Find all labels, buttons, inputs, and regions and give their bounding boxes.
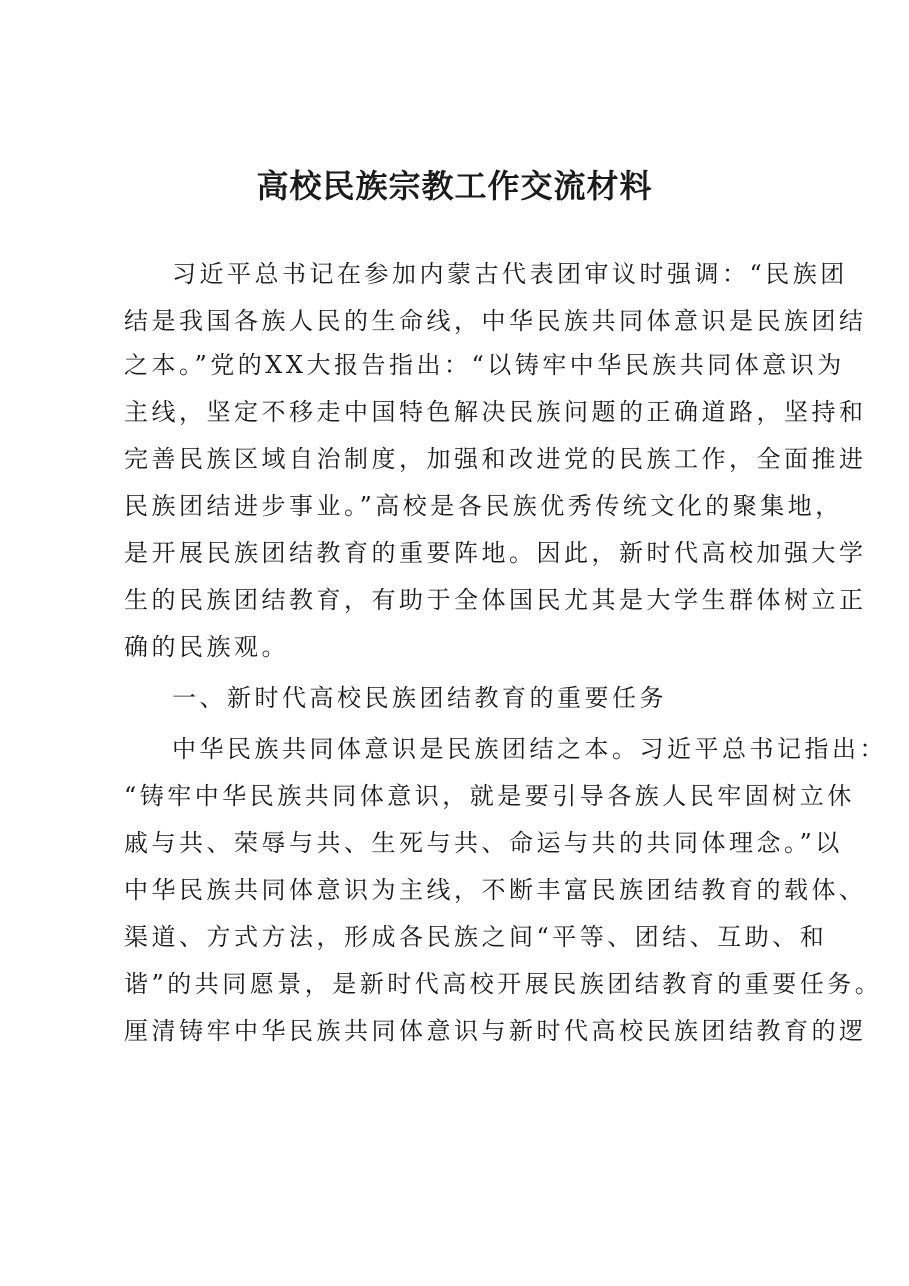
paragraph-line: 之本。”党的XX大报告指出：“以铸牢中华民族共同体意识为	[124, 351, 845, 379]
paragraph-line: 习近平总书记在参加内蒙古代表团审议时强调：“民族团	[172, 260, 848, 288]
paragraph-line: 中华民族共同体意识为主线，不断丰富民族团结教育的载体、	[124, 876, 867, 904]
paragraph-line: 渠道、方式方法，形成各民族之间“平等、团结、互助、和	[124, 923, 828, 951]
paragraph-line: 主线，坚定不移走中国特色解决民族问题的正确道路，坚持和	[124, 398, 867, 426]
paragraph-line: 厘清铸牢中华民族共同体意识与新时代高校民族团结教育的逻	[124, 1017, 867, 1045]
paragraph-line: 谐”的共同愿景，是新时代高校开展民族团结教育的重要任务。	[124, 970, 883, 998]
paragraph-line: 确的民族观。	[124, 633, 289, 661]
paragraph-line: 中华民族共同体意识是民族团结之本。习近平总书记指出：	[172, 735, 887, 763]
paragraph-line: 民族团结进步事业。”高校是各民族优秀传统文化的聚集地，	[124, 492, 843, 520]
document-title: 高校民族宗教工作交流材料	[256, 167, 653, 205]
paragraph-line: 戚与共、荣辱与共、生死与共、命运与共的共同体理念。”以	[124, 829, 843, 857]
section-heading: 一、新时代高校民族团结教育的重要任务	[172, 684, 667, 712]
paragraph-line: 是开展民族团结教育的重要阵地。因此，新时代高校加强大学	[124, 539, 867, 567]
paragraph-line: 生的民族团结教育，有助于全体国民尤其是大学生群体树立正	[124, 586, 867, 614]
paragraph-line: 完善民族区域自治制度，加强和改进党的民族工作，全面推进	[124, 445, 867, 473]
paragraph-line: “铸牢中华民族共同体意识，就是要引导各族人民牢固树立休	[124, 782, 855, 810]
paragraph-line: 结是我国各族人民的生命线，中华民族共同体意识是民族团结	[124, 307, 867, 335]
